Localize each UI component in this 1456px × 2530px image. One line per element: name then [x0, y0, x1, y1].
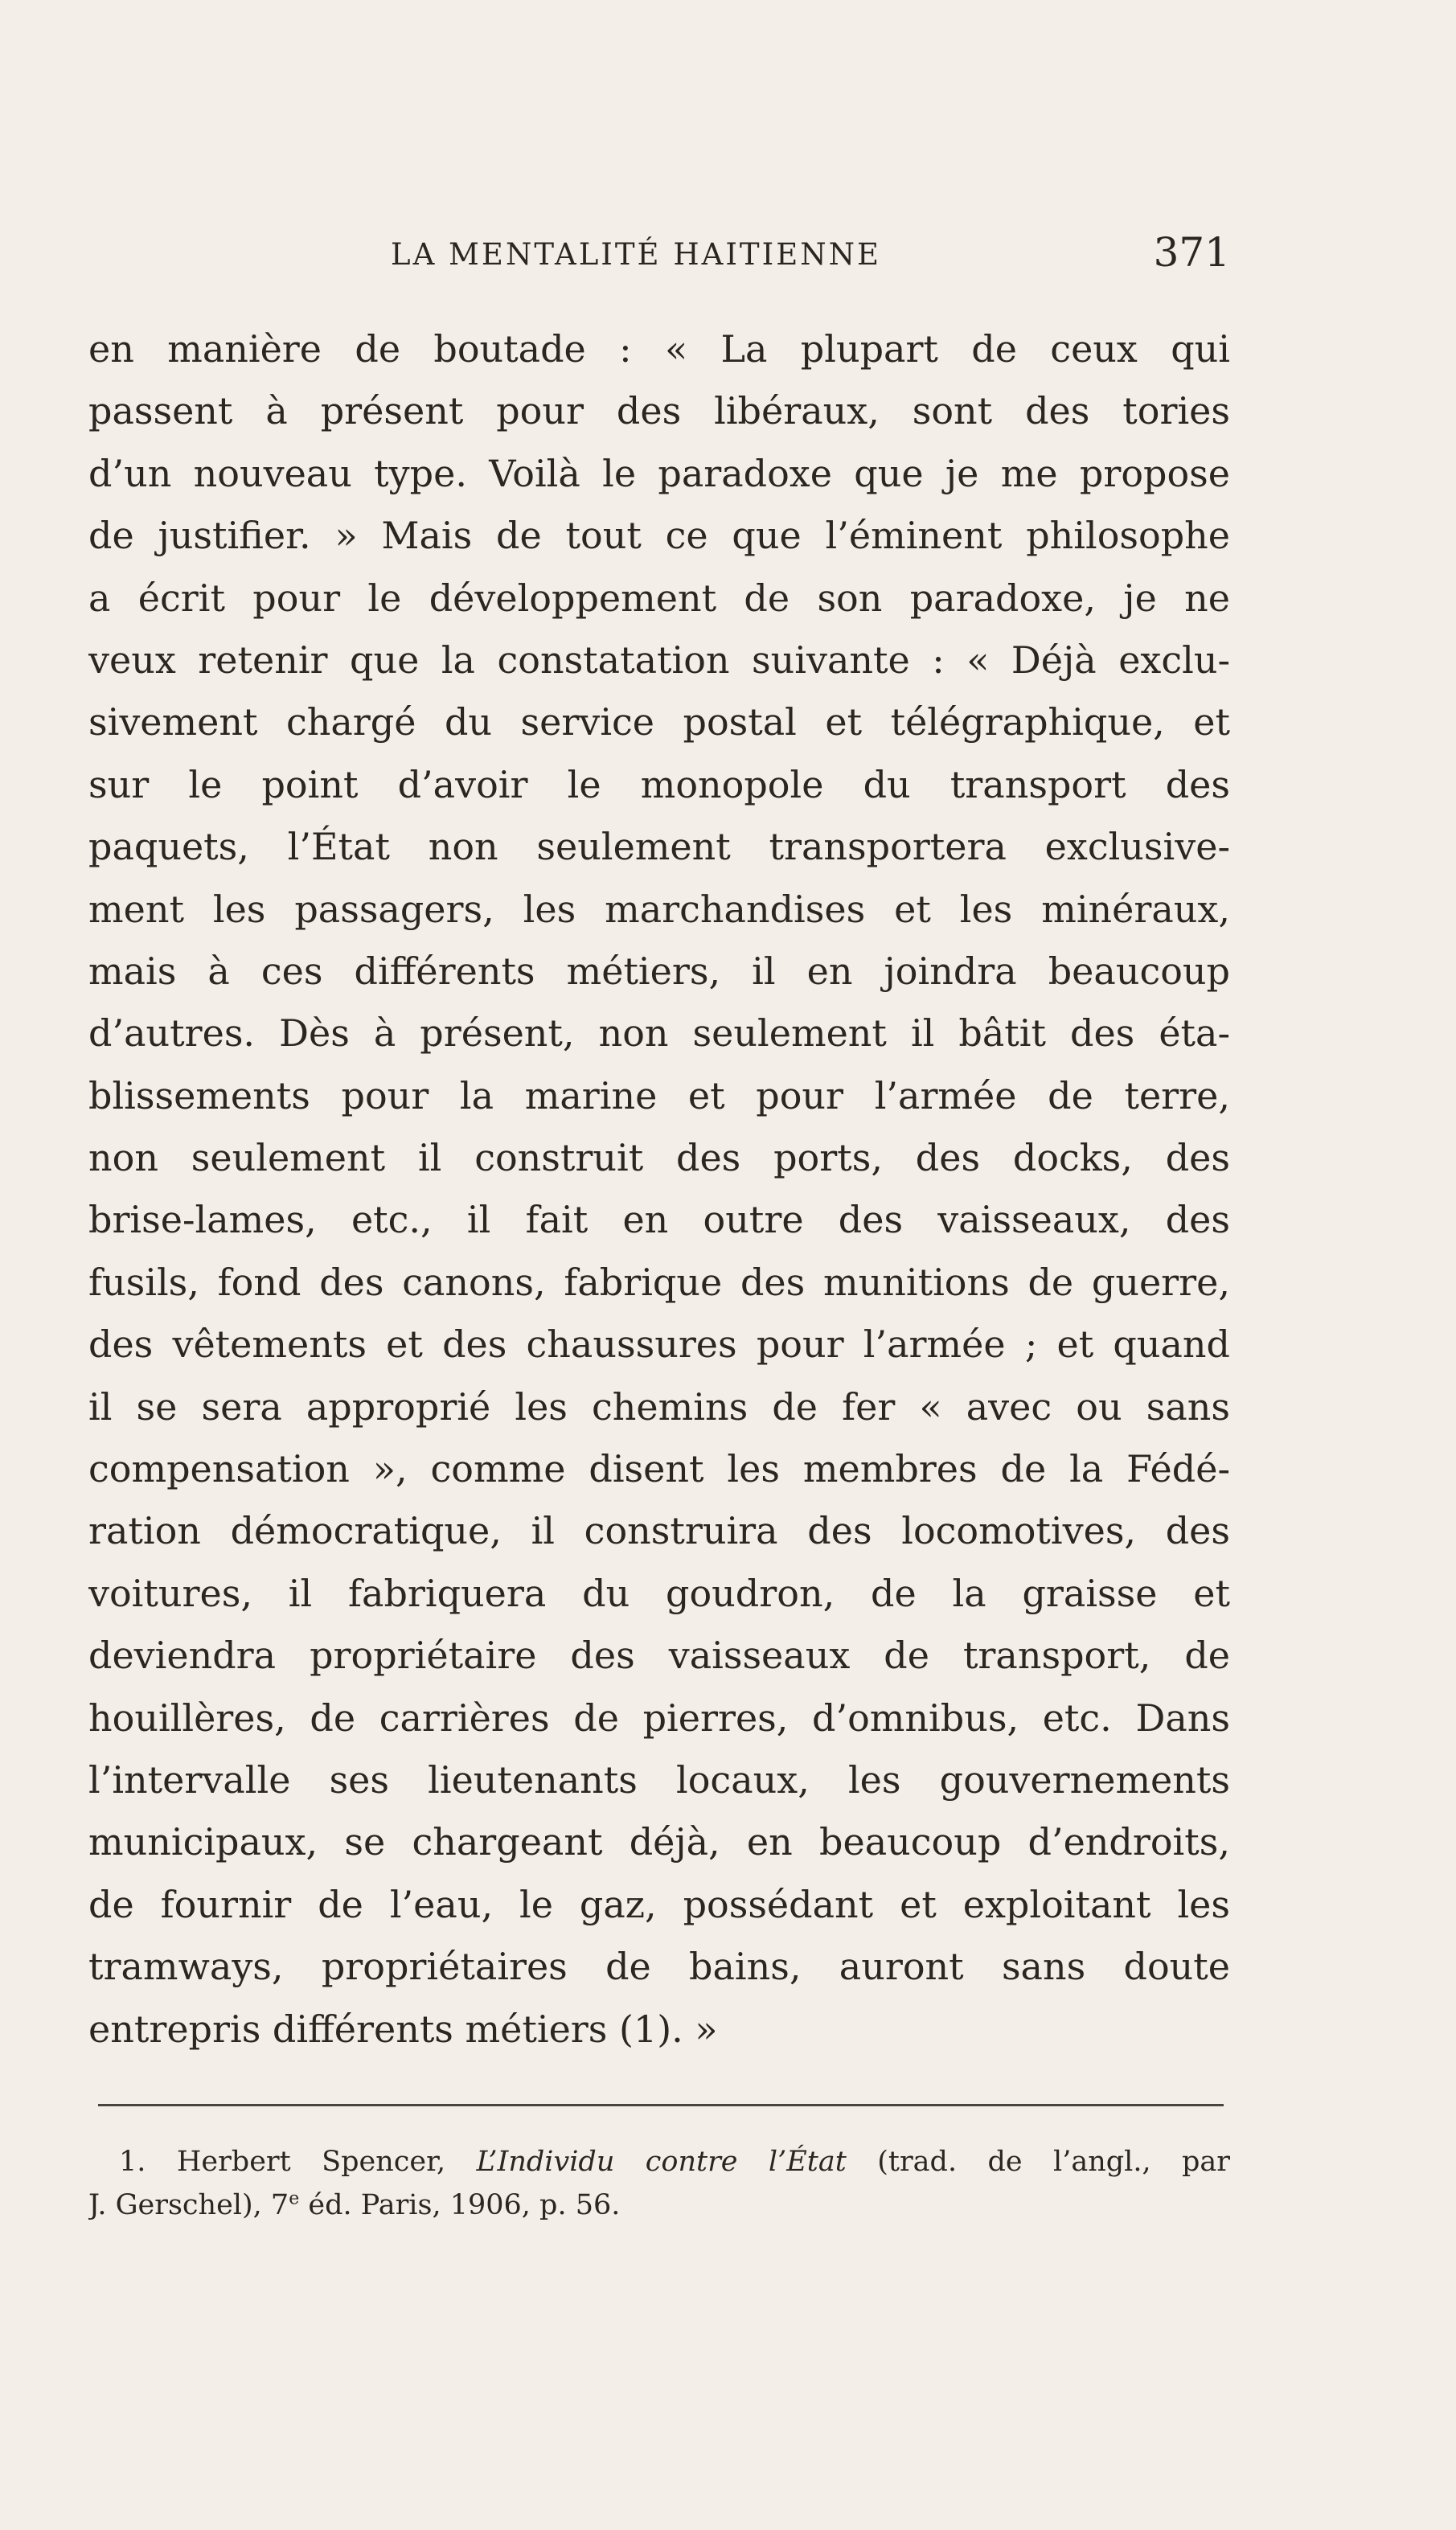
footnote-line	[88, 2140, 1230, 2184]
text-line: ration démocratique, il construira des locomotives, des	[88, 1509, 1230, 1553]
text-line: d’un nouveau type. Voilà le paradoxe que je me propose	[88, 451, 1230, 495]
text-line: il se sera approprié les chemins de fer « avec ou sans	[88, 1384, 1230, 1429]
text-line: blissements pour la marine et pour l’armée de terre,	[88, 1073, 1230, 1117]
footnote-edition-superscript: e	[289, 2188, 300, 2209]
text-line: a écrit pour le développement de son paradoxe, je ne	[88, 576, 1230, 620]
text-line: deviendra propriétaire des vaisseaux de transport, de	[88, 1634, 1230, 1678]
text-line: voitures, il fabriquera du goudron, de la graisse et	[88, 1571, 1230, 1615]
page-number: 371	[1153, 229, 1230, 276]
text-line: veux retenir que la constatation suivante : « Déjà exclu-	[88, 638, 1230, 682]
text-line: non seulement il construit des ports, des docks, des	[88, 1136, 1230, 1180]
text-line: l’intervalle ses lieutenants locaux, les gouvernements	[88, 1757, 1230, 1802]
footnote	[88, 2140, 1230, 2227]
running-title: LA MENTALITÉ HAITIENNE	[391, 237, 881, 272]
footnote-number: 1.	[119, 2146, 146, 2178]
footnote-line	[88, 2184, 1230, 2227]
text-line: compensation », comme disent les membres de la Fédé-	[88, 1447, 1230, 1491]
text-line: fusils, fond des canons, fabrique des munitions de guerre,	[88, 1260, 1230, 1304]
text-line: entrepris différents métiers (1). »	[88, 2007, 718, 2051]
text-line: municipaux, se chargeant déjà, en beaucoup d’endroits,	[88, 1820, 1230, 1864]
body-text	[88, 318, 1230, 2060]
footnote-author: Herbert Spencer,	[176, 2146, 446, 2178]
text-line: sivement chargé du service postal et télégraphique, et	[88, 700, 1230, 744]
text-line: de fournir de l’eau, le gaz, possédant et exploitant les	[88, 1882, 1230, 1926]
text-line: passent à présent pour des libéraux, sont des tories	[88, 389, 1230, 433]
footnote-edition-number: 7	[270, 2189, 289, 2221]
text-line: brise-lames, etc., il fait en outre des vaisseaux, des	[88, 1198, 1230, 1242]
running-head	[88, 229, 1230, 285]
footnote-title: L’Individu contre l’État	[476, 2146, 847, 2178]
footnote-divider	[98, 2104, 1224, 2106]
text-line: de justifier. » Mais de tout ce que l’éminent philosophe	[88, 514, 1230, 558]
footnote-translator: J. Gerschel),	[88, 2189, 262, 2221]
text-line: paquets, l’État non seulement transportera exclusive-	[88, 825, 1230, 869]
text-line: d’autres. Dès à présent, non seulement il bâtit des éta-	[88, 1011, 1230, 1056]
text-line: tramways, propriétaires de bains, auront sans doute	[88, 1945, 1230, 1989]
text-line: des vêtements et des chaussures pour l’armée ; et quand	[88, 1322, 1230, 1367]
text-line: sur le point d’avoir le monopole du transport des	[88, 762, 1230, 806]
text-line: ment les passagers, les marchandises et les minéraux,	[88, 887, 1230, 931]
text-line: mais à ces différents métiers, il en joindra beaucoup	[88, 949, 1230, 993]
footnote-details: (trad. de l’angl., par	[877, 2146, 1230, 2178]
text-line: houillères, de carrières de pierres, d’omnibus, etc. Dans	[88, 1696, 1230, 1740]
footnote-publication: éd. Paris, 1906, p. 56.	[308, 2189, 621, 2221]
text-line: en manière de boutade : « La plupart de ceux qui	[88, 327, 1230, 371]
